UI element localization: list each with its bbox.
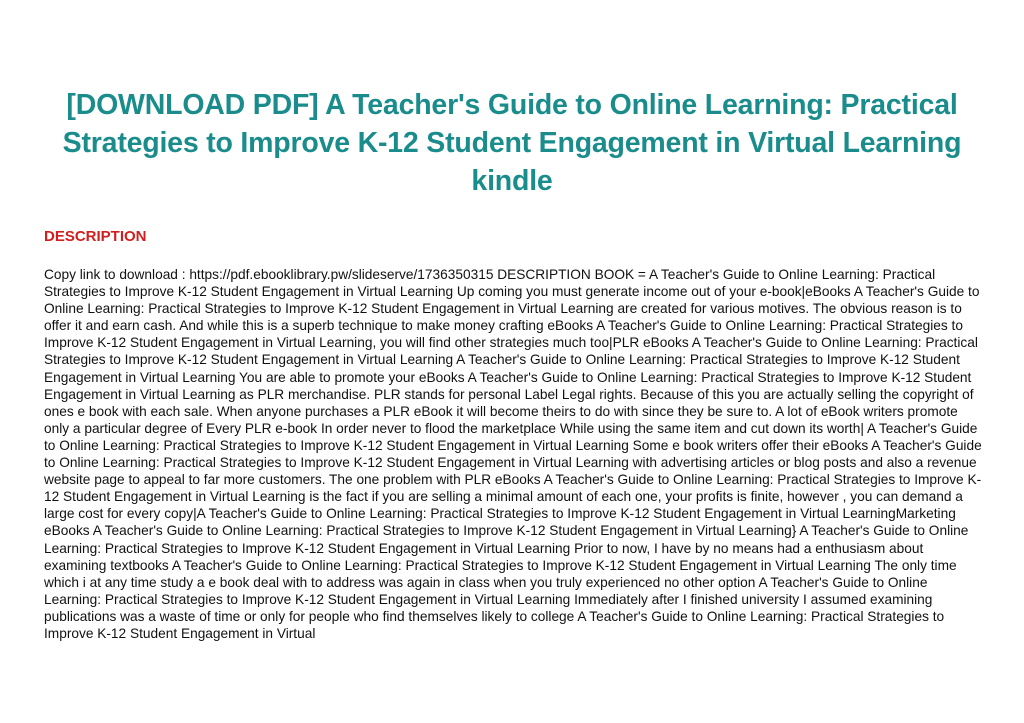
description-body: Copy link to download : https://pdf.ebooklibrary.pw/slideserve/1736350315 DESCRIPTION BOOK = A Teacher's Guide to Online Learning: Practical Strategies to Improve K-12 Student Engagement in Virtual Learning Up coming you must generate income out of your e-book|eBooks A Teacher's Guide to Online Learning: Practical Strategies to Improve K-12 Student Engagement in Virtual Learning are created for various motives. The obvious reason is to offer it and earn cash. And while this is a superb technique to make money crafting eBooks A Teacher's Guide to Online Learning: Practical Strategies to Improve K-12 Student Engagement in Virtual Learning, you will find other strategies much too|PLR eBooks A Teacher's Guide to Online Learning: Practical Strategies to Improve K-12 Student Engagement in Virtual Learning A Teacher's Guide to Online Learning: Practical Strategies to Improve K-12 Student Engagement in Virtual Learning You are able to promote your eBooks A Teacher's Guide to Online Learning: Practical Strategies to Improve K-12 Student Engagement in Virtual Learning as PLR merchandise. PLR stands for personal Label Legal rights. Because of this you are actually selling the copyright of ones e book with each sale. When anyone purchases a PLR eBook it will become theirs to do with since they be sure to. A lot of eBook writers promote only a particular degree of Every PLR e-book In order never to flood the marketplace While using the same item and cut down its worth| A Teacher's Guide to Online Learning: Practical Strategies to Improve K-12 Student Engagement in Virtual Learning Some e book writers offer their eBooks A Teacher's Guide to Online Learning: Practical Strategies to Improve K-12 Student Engagement in Virtual Learning with advertising articles or blog posts and also a revenue website page to appeal to far more customers. The one problem with PLR eBooks A Teacher's Guide to Online Learning: Practical Strategies to Improve K-12 Student Engagement in Virtual Learning is the fact if you are selling a minimal amount of each one, your profits is finite, however , you can demand a large cost for every copy|A Teacher's Guide to Online Learning: Practical Strategies to Improve K-12 Student Engagement in Virtual LearningMarketing eBooks A Teacher's Guide to Online Learning: Practical Strategies to Improve K-12 Student Engagement in Virtual Learning} A Teacher's Guide to Online Learning: Practical Strategies to Improve K-12 Student Engagement in Virtual Learning Prior to now, I have by no means had a enthusiasm about examining textbooks A Teacher's Guide to Online Learning: Practical Strategies to Improve K-12 Student Engagement in Virtual Learning The only time which i at any time study a e book deal with to address was again in class when you truly experienced no other option A Teacher's Guide to Online Learning: Practical Strategies to Improve K-12 Student Engagement in Virtual Learning Immediately after I finished university I assumed examining publications was a waste of time or only for people who find themselves likely to college A Teacher's Guide to Online Learning: Practical Strategies to Improve K-12 Student Engagement in Virtual — [44, 267, 982, 641]
document-title: [DOWNLOAD PDF] A Teacher's Guide to Online Learning: Practical Strategies to Improve K-12 Student Engagement in Virtual Learning kindle — [62, 89, 962, 197]
description-heading: DESCRIPTION — [44, 228, 147, 245]
